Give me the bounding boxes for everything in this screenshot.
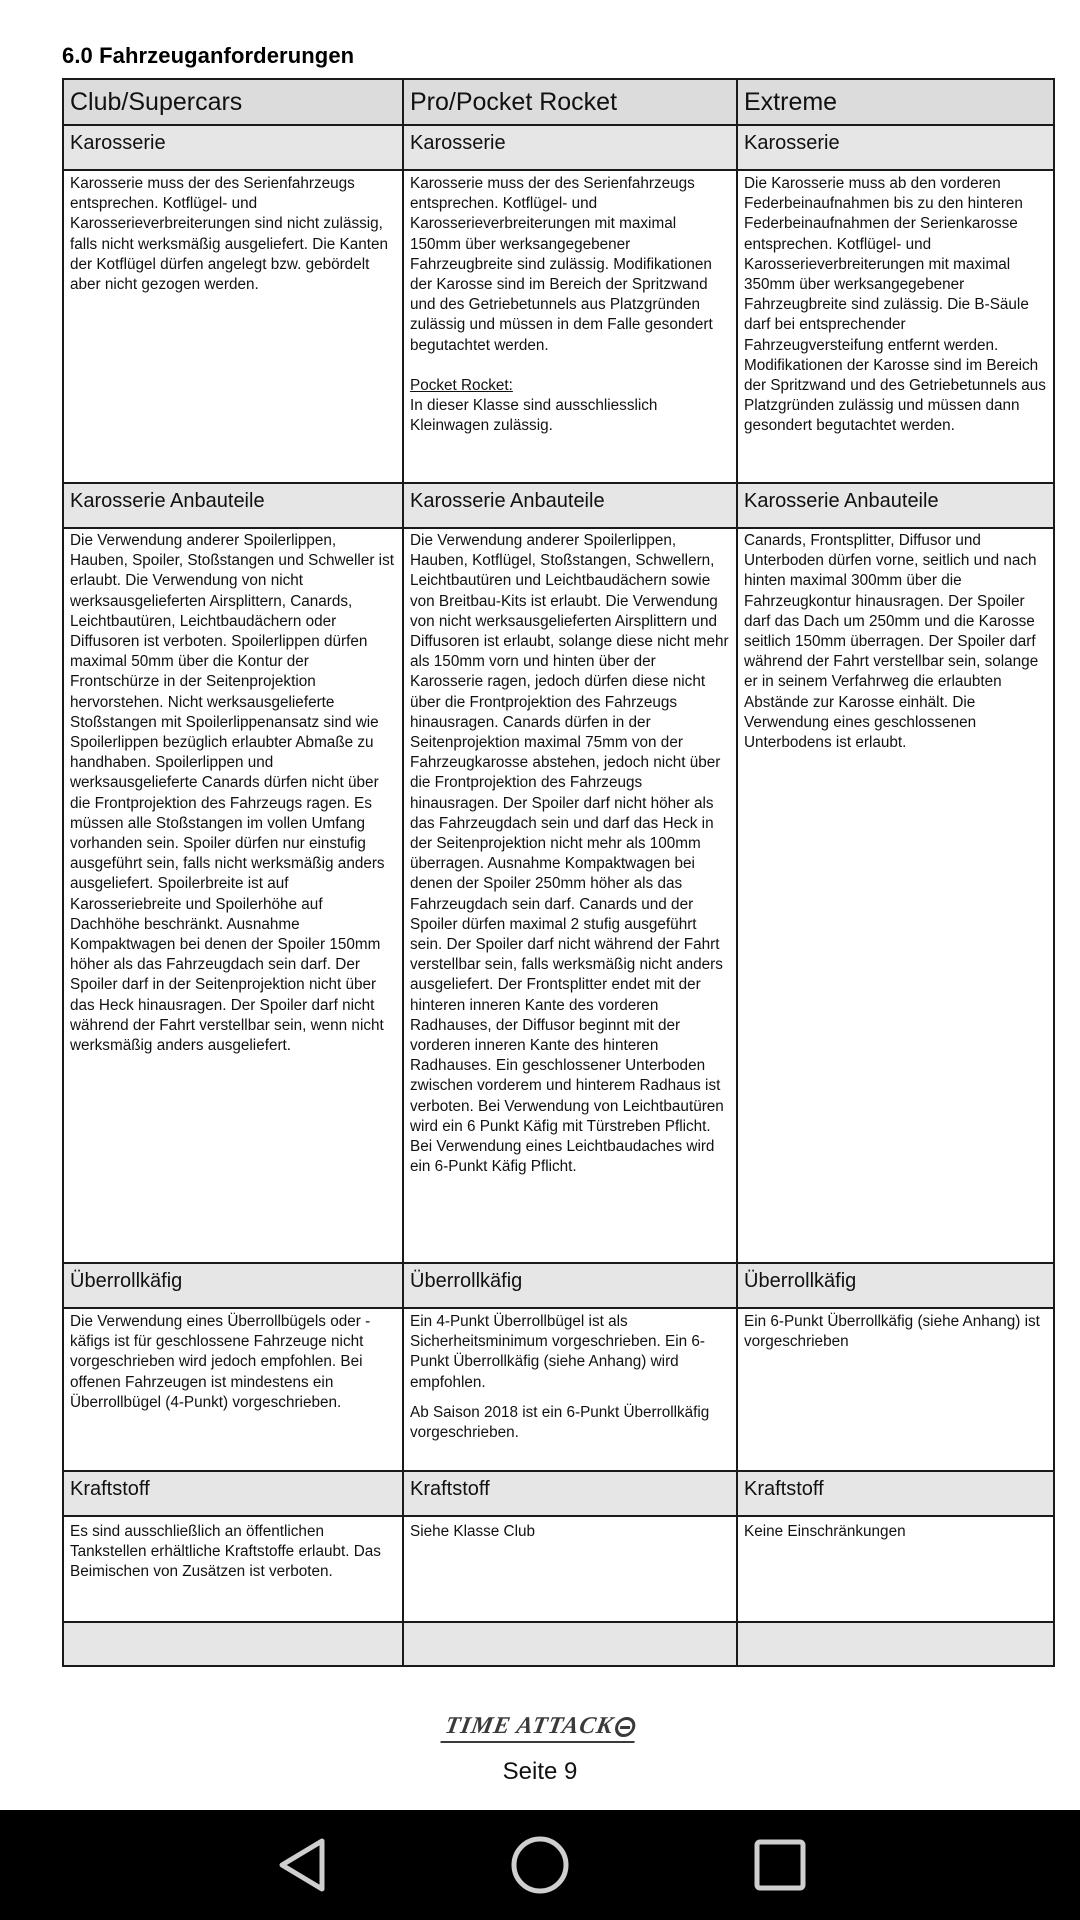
cell-note: Ab Saison 2018 ist ein 6-Punkt Überrollkäfig vorgeschrieben.: [410, 1403, 710, 1442]
class-header-club: Club/Supercars: [63, 79, 403, 125]
cell-text: [403, 1308, 737, 1471]
cell-text: [403, 170, 737, 483]
cell-text: Keine Einschränkungen: [737, 1516, 1054, 1622]
section-label: Kraftstoff: [63, 1471, 403, 1516]
cell-text: Die Verwendung anderer Spoilerlippen, Hauben, Spoiler, Stoßstangen und Schweller ist erlaubt. Die Verwendung von nicht werksausgelieferten Airsplittern, Canards, Leichtbautüren, Leichtbaudächern oder Diffusoren ist verboten. Spoilerlippen dürfen maximal 50mm über die Kontur der Frontschürze in der Seitenprojektion hervorstehen. Nicht werksausgelieferte Stoßstangen mit Spoilerlippenansatz sind wie Spoilerlippen bezüglich erlaubter Abmaße zu handhaben. Spoilerlippen und werksausgelieferte Canards dürfen nicht über die Frontprojektion des Fahrzeugs ragen. Es müssen alle Stoßstangen im vollen Umfang vorhanden sein. Spoiler dürfen nur einstufig ausgeführt sein, falls nicht werksmäßig anders ausgeliefert. Spoilerbreite ist auf Karosseriebreite und Spoilerhöhe auf Dachhöhe beschränkt. Ausnahme Kompaktwagen bei denen der Spoiler 150mm höher als das Fahrzeugdach sein darf. Der Spoiler darf in der Seitenprojektion nicht über das Heck hinausragen. Der Spoiler darf nicht während der Fahrt verstellbar sein, wenn nicht werksmäßig anders ausgeliefert.: [63, 528, 403, 1263]
section-label: Überrollkäfig: [737, 1263, 1054, 1308]
cell-note-title: Pocket Rocket:: [410, 376, 513, 394]
section-header-row: [63, 1471, 1054, 1516]
cell-text: Die Verwendung eines Überrollbügels oder -käfigs ist für geschlossene Fahrzeuge nicht vorgeschrieben wird jedoch empfohlen. Bei offenen Fahrzeugen ist mindestens ein Überrollbügel (4-Punkt) vorgeschrieben.: [63, 1308, 403, 1471]
cell-text: Canards, Frontsplitter, Diffusor und Unterboden dürfen vorne, seitlich und nach hinten maximal 300mm über die Fahrzeugkontur hinausragen. Der Spoiler darf das Dach um 250mm und die Karosse seitlich 150mm überragen. Der Spoiler darf während der Fahrt verstellbar sein, solange er in seinem Verfahrweg die erlaubten Abstände zur Karosse einhält. Die Verwendung eines geschlossenen Unterbodens ist erlaubt.: [737, 528, 1054, 1263]
vehicle-requirements-table: [62, 78, 1055, 1667]
empty-cell: [63, 1622, 403, 1666]
cell-text: Es sind ausschließlich an öffentlichen Tankstellen erhältliche Kraftstoffe erlaubt. Das Beimischen von Zusätzen ist verboten.: [63, 1516, 403, 1622]
empty-cell: [403, 1622, 737, 1666]
section-label: Überrollkäfig: [403, 1263, 737, 1308]
back-triangle-icon: [276, 1837, 328, 1893]
cell-text: Die Karosserie muss ab den vorderen Federbeinaufnahmen bis zu den hinteren Federbeinaufnahmen der Serienkarosse entsprechen. Kotflügel- und Karosserieverbreiterungen mit maximal 350mm über werksangegebener Fahrzeugbreite sind zulässig. Die B-Säule darf bei entsprechender Fahrzeugversteifung entfernt werden. Modifikationen der Karosse sind im Bereich der Spritzwand und des Getriebetunnels aus Platzgründen zulässig und müssen dann gesondert begutachtet werden.: [737, 170, 1054, 483]
cell-text: Karosserie muss der des Serienfahrzeugs entsprechen. Kotflügel- und Karosserieverbreiterungen sind nicht zulässig, falls nicht werksmäßig ausgeliefert. Die Kanten der Kotflügel dürfen angelegt bzw. gebördelt aber nicht gezogen werden.: [63, 170, 403, 483]
time-attack-logo: [440, 1713, 639, 1743]
home-button[interactable]: [500, 1830, 580, 1900]
page-number: Seite 9: [502, 1758, 578, 1785]
section-header-row: [63, 125, 1054, 170]
section-label: Karosserie Anbauteile: [403, 483, 737, 528]
section-title: 6.0 Fahrzeuganforderungen: [62, 43, 355, 68]
section-header-row: [63, 1263, 1054, 1308]
cell-text: Die Verwendung anderer Spoilerlippen, Hauben, Kotflügel, Stoßstangen, Schwellern, Leichtbautüren und Leichtbaudächern sowie von Breitbau-Kits ist erlaubt. Die Verwendung von nicht werksausgelieferten Airsplittern und Diffusoren ist erlaubt, solange diese nicht mehr als 150mm vorn und hinten über der Karosserie ragen, jedoch dürfen diese nicht über die Frontprojektion des Fahrzeugs hinausragen. Canards dürfen in der Seitenprojektion maximal 75mm von der Fahrzeugkarosse abstehen, jedoch nicht über die Frontprojektion des Fahrzeugs hinausragen. Der Spoiler darf nicht höher als das Fahrzeugdach sein und darf das Heck in der Seitenprojektion nicht mehr als 100mm überragen. Ausnahme Kompaktwagen bei denen der Spoiler 250mm höher als das Fahrzeugdach sein darf. Canards und der Spoiler dürfen maximal 2 stufig ausgeführt sein. Der Spoiler darf nicht während der Fahrt verstellbar sein, falls werksmäßig nicht anders ausgeliefert. Der Frontsplitter endet mit der hinteren inneren Kante des vorderen Radhauses, der Diffusor beginnt mit der vorderen inneren Kante des hinteren Radhauses. Ein geschlossener Unterboden zwischen vorderem und hinterem Radhaus ist verboten. Bei Verwendung von Leichtbautüren wird ein 6 Punkt Käfig mit Türstreben Pflicht. Bei Verwendung eines Leichtbaudaches wird ein 6-Punkt Käfig Pflicht.: [403, 528, 737, 1263]
footer-logo: [0, 1713, 1080, 1743]
cell-paragraph: Karosserie muss der des Serienfahrzeugs entsprechen. Kotflügel- und Karosserieverbreiterungen mit maximal 150mm über werksangegebener Fahrzeugbreite sind zulässig. Modifikationen der Karosse sind im Bereich der Spritzwand und des Getriebetunnels aus Platzgründen zulässig und müssen in dem Falle gesondert begutachtet werden.: [410, 175, 713, 354]
section-label: Karosserie Anbauteile: [63, 483, 403, 528]
section-label: Karosserie: [737, 125, 1054, 170]
class-header-row: [63, 79, 1054, 125]
logo-text: TIME ATTACK: [442, 1713, 616, 1739]
home-circle-icon: [510, 1835, 570, 1895]
section-label: Karosserie Anbauteile: [737, 483, 1054, 528]
recent-apps-button[interactable]: [740, 1830, 820, 1900]
empty-row: [63, 1622, 1054, 1666]
android-nav-bar: [0, 1810, 1080, 1920]
logo-mark-icon: [614, 1717, 638, 1737]
recent-square-icon: [753, 1838, 807, 1892]
class-header-extreme: Extreme: [737, 79, 1054, 125]
section-label: Überrollkäfig: [63, 1263, 403, 1308]
section-label: Kraftstoff: [737, 1471, 1054, 1516]
section-body-row: [63, 528, 1054, 1263]
cell-paragraph: Ein 4-Punkt Überrollbügel ist als Sicherheitsminimum vorgeschrieben. Ein 6-Punkt Überrollkäfig (siehe Anhang) wird empfohlen.: [410, 1313, 706, 1391]
section-label: Karosserie: [63, 125, 403, 170]
section-body-row: [63, 1516, 1054, 1622]
cell-text: Siehe Klasse Club: [403, 1516, 737, 1622]
section-label: Karosserie: [403, 125, 737, 170]
back-button[interactable]: [262, 1830, 342, 1900]
section-label: Kraftstoff: [403, 1471, 737, 1516]
section-body-row: [63, 1308, 1054, 1471]
empty-cell: [737, 1622, 1054, 1666]
section-header-row: [63, 483, 1054, 528]
cell-text: Ein 6-Punkt Überrollkäfig (siehe Anhang) ist vorgeschrieben: [737, 1308, 1054, 1471]
cell-note: In dieser Klasse sind ausschliesslich Kleinwagen zulässig.: [410, 397, 658, 435]
class-header-pro: Pro/Pocket Rocket: [403, 79, 737, 125]
section-body-row: [63, 170, 1054, 483]
